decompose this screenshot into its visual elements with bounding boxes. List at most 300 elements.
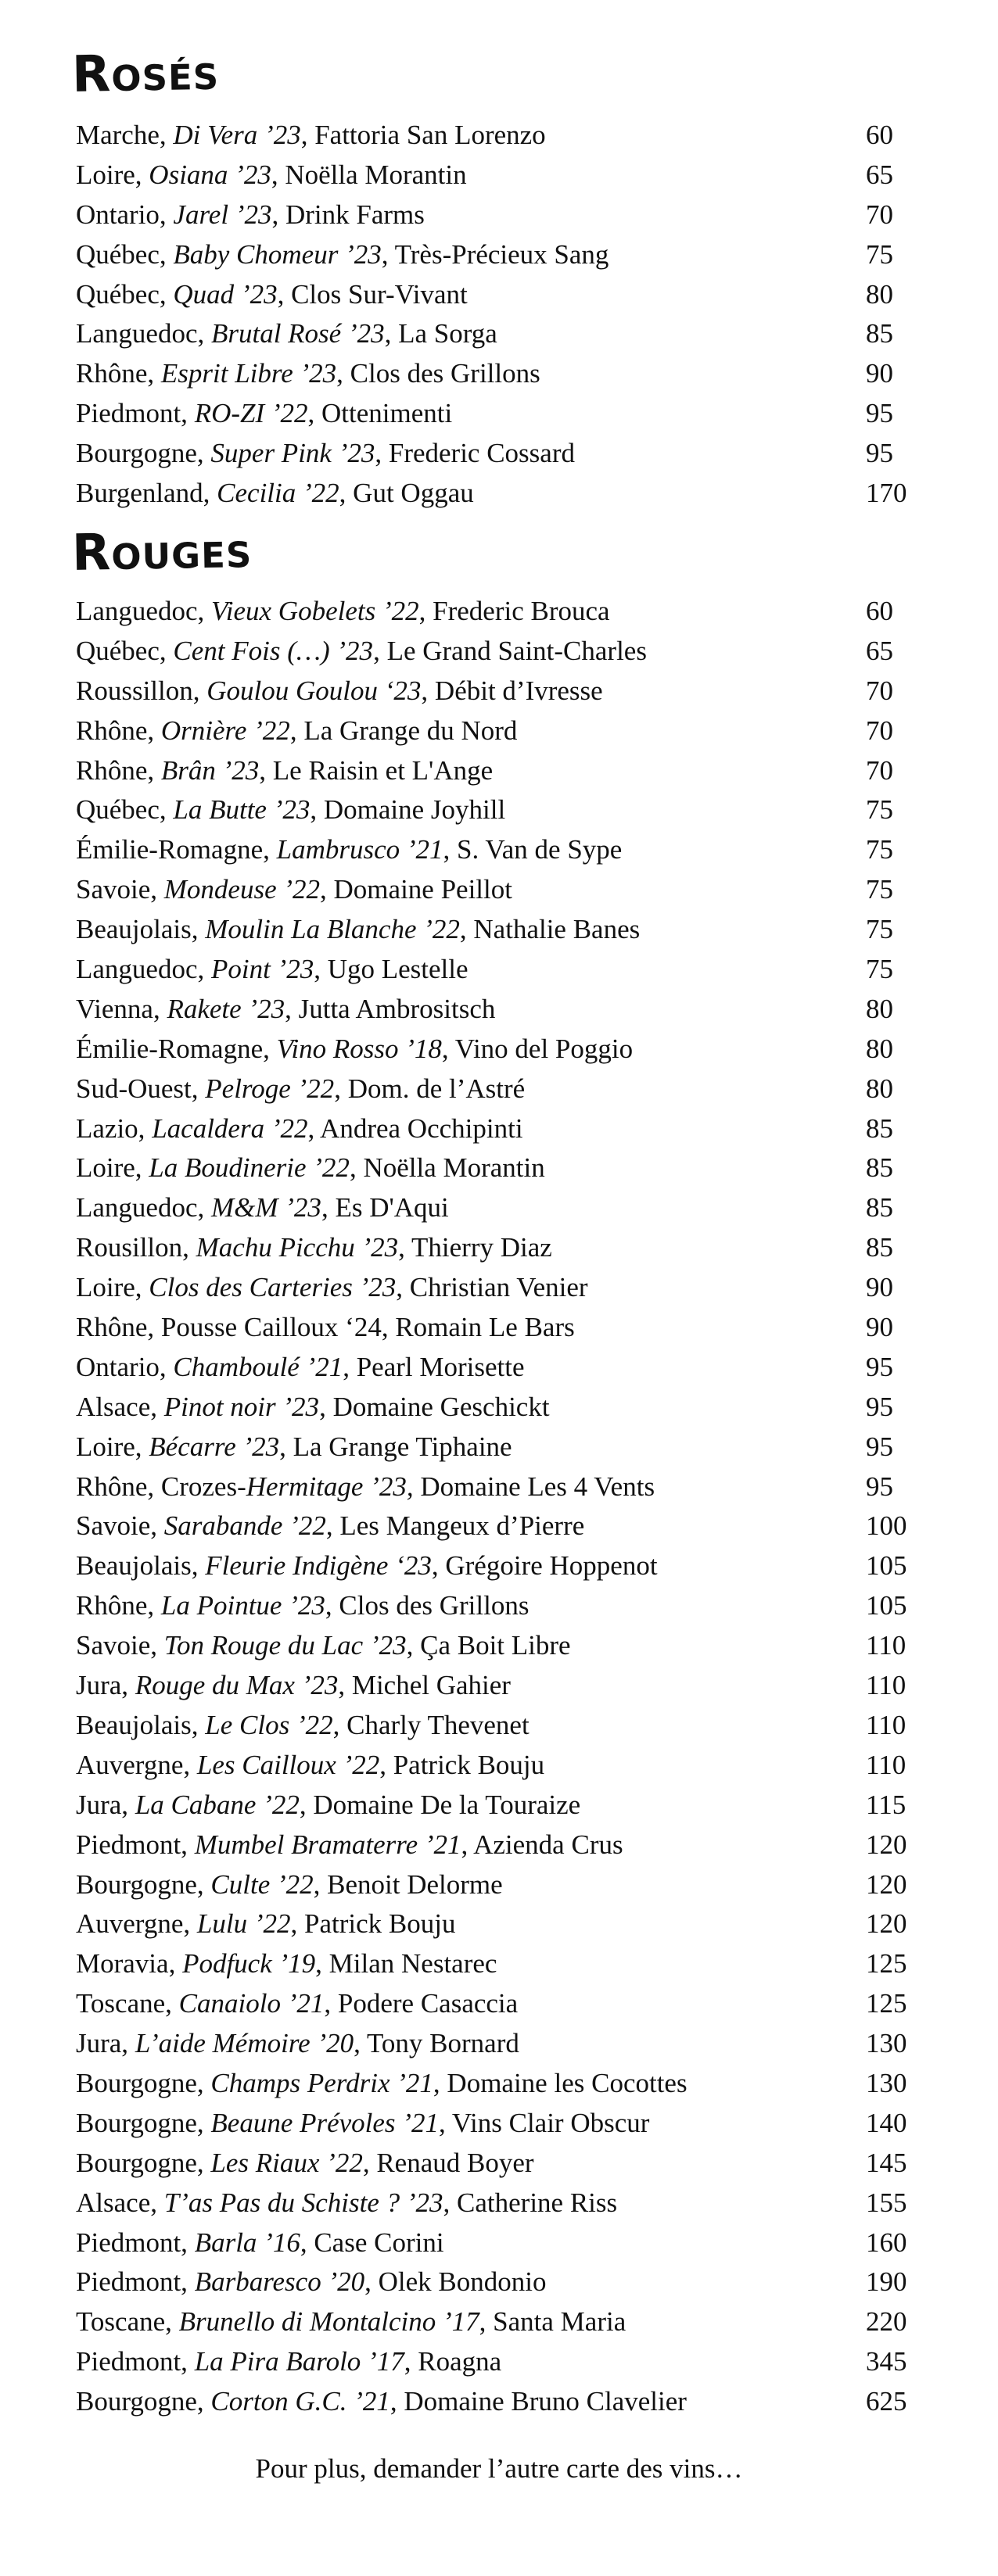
wine-producer: , Le Raisin et L'Ange: [259, 754, 494, 786]
wine-name: Di Vera ’23: [173, 120, 301, 150]
wine-region: Savoie,: [76, 874, 164, 905]
wine-row: [76, 1148, 936, 1188]
wine-price: 95: [866, 1431, 893, 1462]
rouges-section-title: Rouges: [71, 521, 253, 582]
wine-price: 80: [866, 1033, 893, 1064]
wine-row: [76, 235, 936, 275]
wine-price: 75: [866, 794, 893, 826]
wine-name: Le Clos ’22: [205, 1709, 333, 1740]
wine-name: Baby Chomeur ’23: [173, 238, 382, 270]
wine-description: [76, 1706, 530, 1746]
wine-description: [76, 474, 474, 514]
wine-row: [76, 195, 936, 235]
wine-producer: , Drink Farms: [271, 199, 425, 230]
wine-row: [76, 2302, 936, 2342]
wine-description: [76, 1865, 503, 1905]
wine-description: [76, 2302, 626, 2342]
wine-region: Burgenland,: [76, 478, 217, 509]
wine-price: 70: [866, 754, 893, 786]
wine-price: 95: [866, 1471, 893, 1502]
wine-region: Savoie,: [76, 1510, 164, 1542]
wine-price: 145: [866, 2147, 907, 2178]
wine-region: Rhône, Crozes-: [76, 1471, 246, 1502]
wine-row: [76, 1428, 936, 1467]
wine-producer: Pousse Cailloux ‘24, Romain Le Bars: [160, 1312, 575, 1343]
wine-name: RO-ZI ’22: [194, 398, 308, 429]
wine-price: 70: [866, 715, 893, 746]
wine-description: [76, 1069, 525, 1109]
wine-description: [76, 1786, 580, 1825]
wine-row: [76, 1228, 936, 1268]
wine-row: [76, 1188, 936, 1228]
wine-price: 130: [866, 2028, 907, 2059]
wine-name: Moulin La Blanche ’22: [205, 914, 460, 945]
wine-name: Ornière ’22: [160, 715, 290, 746]
wine-name: Osiana ’23: [149, 159, 271, 190]
wine-producer: , Le Grand Saint-Charles: [373, 635, 647, 666]
wine-region: Languedoc,: [76, 596, 211, 626]
wine-name: Mondeuse ’22: [163, 874, 321, 905]
wine-price: 100: [866, 1510, 907, 1542]
wine-region: Auvergne,: [76, 1908, 197, 1940]
wine-description: [76, 1666, 511, 1706]
wine-region: Rousillon,: [76, 1232, 196, 1263]
wine-description: [76, 1467, 655, 1507]
wine-price: 90: [866, 1272, 893, 1303]
wine-row: [76, 2263, 936, 2302]
wine-name: La Pira Barolo ’17: [194, 2346, 404, 2377]
wine-region: Roussillon,: [76, 675, 207, 706]
wine-row: [76, 354, 936, 394]
wine-producer: , Es D'Aqui: [321, 1192, 449, 1224]
wine-price: 75: [866, 954, 893, 985]
wine-producer: , Débit d’Ivresse: [421, 675, 603, 706]
wine-row: [76, 1388, 936, 1428]
wine-name: Podfuck ’19: [182, 1948, 316, 1979]
wine-description: [76, 1626, 571, 1666]
wine-name: Brân ’23: [160, 754, 260, 786]
wine-price: 95: [866, 1391, 893, 1422]
wine-description: [76, 1984, 518, 2024]
wine-price: 95: [866, 398, 893, 429]
wine-name: La Butte ’23: [173, 794, 311, 826]
wine-row: [76, 1546, 936, 1586]
wine-name: Cent Fois (…) ’23: [173, 635, 374, 666]
wine-price: 125: [866, 1988, 907, 2019]
wine-region: Bourgogne,: [76, 2067, 211, 2098]
wine-description: [76, 711, 517, 751]
wine-name: La Cabane ’22: [135, 1789, 300, 1820]
wine-row: [76, 711, 936, 751]
wine-producer: , Ça Boit Libre: [406, 1630, 571, 1661]
wine-description: [76, 950, 468, 990]
wine-name: Quad ’23: [173, 278, 278, 310]
wine-description: [76, 1428, 512, 1467]
wine-region: Québec,: [76, 635, 174, 666]
wine-row: [76, 2184, 936, 2223]
wine-region: Bourgogne,: [76, 2147, 211, 2178]
wine-producer: , Domaine Bruno Clavelier: [390, 2386, 687, 2417]
wine-region: Rhône,: [76, 1590, 161, 1621]
wine-description: [76, 314, 497, 354]
wine-producer: , Clos Sur-Vivant: [277, 278, 468, 310]
wine-producer: , Domaine Joyhill: [310, 794, 506, 826]
wine-description: [76, 1109, 523, 1149]
wine-price: 120: [866, 1829, 907, 1860]
wine-description: [76, 434, 575, 474]
wine-name: Goulou Goulou ‘23: [206, 675, 422, 706]
wine-name: Barla ’16: [194, 2227, 300, 2258]
wine-description: [76, 870, 512, 910]
wine-region: Moravia,: [76, 1948, 183, 1979]
wine-price: 80: [866, 993, 893, 1024]
wine-description: [76, 275, 468, 315]
wine-region: Piedmont,: [76, 1829, 195, 1860]
rouges-wine-list: [76, 592, 936, 2422]
wine-row: [76, 1467, 936, 1507]
wine-producer: Domaine Les 4 Vents: [413, 1471, 655, 1502]
wine-row: [76, 2104, 936, 2144]
wine-producer: , Benoit Delorme: [313, 1868, 503, 1900]
wine-row: [76, 1109, 936, 1149]
wine-row: [76, 1825, 936, 1865]
wine-name: Super Pink ’23: [210, 438, 375, 469]
wine-region: Toscane,: [76, 1988, 179, 2019]
wine-row: [76, 830, 936, 870]
wine-row: [76, 474, 936, 514]
wine-producer: , Renaud Boyer: [362, 2147, 534, 2178]
wine-producer: , Milan Nestarec: [315, 1948, 497, 1979]
wine-price: 625: [866, 2386, 907, 2417]
wine-producer: , Charly Thevenet: [332, 1709, 530, 1740]
wine-region: Piedmont,: [76, 398, 195, 429]
wine-description: [76, 2184, 617, 2223]
wine-price: 80: [866, 278, 893, 310]
wine-description: [76, 354, 540, 394]
wine-producer: , Vino del Poggio: [441, 1033, 634, 1064]
roses-section-title: Rosés: [71, 43, 220, 104]
wine-description: [76, 1308, 575, 1348]
wine-description: [76, 1746, 544, 1786]
wine-row: [76, 434, 936, 474]
wine-producer: , Patrick Bouju: [379, 1749, 545, 1780]
footer-note: Pour plus, demander l’autre carte des vins…: [255, 2453, 743, 2484]
wine-row: [76, 632, 936, 672]
wine-region: Émilie-Romagne,: [76, 834, 277, 865]
wine-producer: , Michel Gahier: [338, 1670, 511, 1701]
wine-price: 130: [866, 2067, 907, 2098]
wine-name: Champs Perdrix ’21: [210, 2067, 433, 2098]
wine-region: Bourgogne,: [76, 438, 211, 469]
wine-region: Jura,: [76, 2028, 135, 2059]
wine-producer: , Clos des Grillons: [336, 358, 540, 389]
wine-region: Bourgogne,: [76, 1868, 211, 1900]
wine-price: 75: [866, 238, 893, 270]
wine-row: [76, 751, 936, 791]
wine-name: M&M ’23: [210, 1192, 321, 1224]
wine-region: Rhône,: [76, 715, 161, 746]
wine-row: [76, 2064, 936, 2104]
wine-row: [76, 990, 936, 1030]
wine-name: Vieux Gobelets ’22: [210, 596, 419, 626]
wine-name: Cecilia ’22: [217, 478, 339, 509]
wine-name: La Pointue ’23: [160, 1590, 325, 1621]
wine-name: Beaune Prévoles ’21: [210, 2107, 439, 2138]
wine-name: T’as Pas du Schiste ? ’23: [163, 2187, 443, 2218]
roses-wine-list: [76, 116, 936, 514]
wine-row: [76, 1865, 936, 1905]
wine-row: [76, 1069, 936, 1109]
wine-producer: , Domaine Peillot: [320, 874, 512, 905]
wine-name: Pinot noir ’23: [163, 1391, 320, 1422]
wine-description: [76, 2342, 501, 2382]
wine-region: Bourgogne,: [76, 2107, 211, 2138]
wine-price: 85: [866, 1112, 893, 1144]
wine-row: [76, 1308, 936, 1348]
wine-region: Rhône,: [76, 358, 161, 389]
wine-description: [76, 195, 425, 235]
wine-price: 90: [866, 358, 893, 389]
wine-producer: , Tony Bornard: [354, 2028, 519, 2059]
wine-region: Languedoc,: [76, 954, 211, 985]
wine-price: 75: [866, 834, 893, 865]
wine-name: Esprit Libre ’23: [160, 358, 337, 389]
wine-region: Ontario,: [76, 199, 174, 230]
wine-name: Clos des Carteries ’23: [149, 1272, 397, 1303]
wine-price: 110: [866, 1670, 906, 1701]
wine-row: [76, 1786, 936, 1825]
wine-name: Pelroge ’22: [205, 1073, 335, 1104]
wine-producer: , Case Corini: [300, 2227, 444, 2258]
wine-price: 110: [866, 1630, 906, 1661]
wine-producer: , Christian Venier: [396, 1272, 588, 1303]
wine-description: [76, 751, 493, 791]
wine-price: 70: [866, 675, 893, 706]
wine-row: [76, 1030, 936, 1069]
wine-price: 160: [866, 2227, 907, 2258]
wine-region: Savoie,: [76, 1630, 164, 1661]
wine-region: Marche,: [76, 120, 174, 150]
wine-row: [76, 592, 936, 632]
wine-price: 70: [866, 199, 893, 230]
wine-region: Beaujolais,: [76, 1709, 206, 1740]
wine-price: 110: [866, 1749, 906, 1780]
wine-description: [76, 990, 495, 1030]
wine-description: [76, 1507, 584, 1546]
wine-description: [76, 156, 467, 195]
wine-producer: , Catherine Riss: [443, 2187, 618, 2218]
wine-description: [76, 672, 603, 711]
wine-description: [76, 2064, 687, 2104]
wine-region: Alsace,: [76, 2187, 164, 2218]
wine-description: [76, 235, 608, 275]
wine-price: 65: [866, 635, 893, 666]
wine-producer: , La Grange du Nord: [289, 715, 518, 746]
wine-description: [76, 790, 505, 830]
wine-row: [76, 870, 936, 910]
wine-region: Ontario,: [76, 1351, 174, 1382]
wine-row: [76, 116, 936, 156]
wine-region: Piedmont,: [76, 2346, 195, 2377]
wine-producer: , Domaine De la Touraize: [299, 1789, 581, 1820]
wine-row: [76, 1746, 936, 1786]
wine-description: [76, 592, 610, 632]
wine-row: [76, 156, 936, 195]
wine-name: Canaiolo ’21: [178, 1988, 325, 2019]
wine-description: [76, 2382, 687, 2422]
wine-region: Alsace,: [76, 1391, 164, 1422]
wine-region: Loire,: [76, 1431, 149, 1462]
wine-price: 345: [866, 2346, 907, 2377]
wine-region: Vienna,: [76, 993, 167, 1024]
wine-producer: , Frederic Brouca: [418, 596, 610, 626]
wine-price: 85: [866, 1152, 893, 1184]
wine-price: 95: [866, 438, 893, 469]
wine-price: 155: [866, 2187, 907, 2218]
wine-name: Hermitage ’23,: [246, 1471, 414, 1502]
wine-price: 110: [866, 1709, 906, 1740]
wine-description: [76, 910, 640, 950]
wine-row: [76, 1944, 936, 1984]
wine-producer: , Domaine Geschickt: [319, 1391, 550, 1422]
wine-price: 170: [866, 478, 907, 509]
wine-price: 60: [866, 120, 893, 150]
wine-name: La Boudinerie ’22: [149, 1152, 350, 1184]
wine-description: [76, 1904, 455, 1944]
wine-producer: , S. Van de Sype: [443, 834, 623, 865]
wine-price: 90: [866, 1312, 893, 1343]
wine-region: Québec,: [76, 238, 174, 270]
wine-name: Jarel ’23: [173, 199, 272, 230]
wine-description: [76, 1388, 550, 1428]
wine-region: Lazio,: [76, 1112, 153, 1144]
wine-producer: , Podere Casaccia: [324, 1988, 519, 2019]
wine-producer: , Pearl Morisette: [343, 1351, 525, 1382]
wine-name: Les Cailloux ’22: [196, 1749, 380, 1780]
wine-name: Lulu ’22: [196, 1908, 291, 1940]
wine-description: [76, 2144, 534, 2184]
wine-producer: , Ugo Lestelle: [314, 954, 468, 985]
wine-price: 95: [866, 1351, 893, 1382]
wine-price: 85: [866, 1192, 893, 1224]
wine-region: Québec,: [76, 278, 174, 310]
wine-price: 75: [866, 874, 893, 905]
wine-row: [76, 672, 936, 711]
wine-name: Bécarre ’23: [149, 1431, 280, 1462]
wine-name: Sarabande ’22: [163, 1510, 326, 1542]
wine-producer: , Andrea Occhipinti: [307, 1112, 523, 1144]
wine-name: L’aide Mémoire ’20: [135, 2028, 354, 2059]
wine-description: [76, 1825, 623, 1865]
wine-producer: , Dom. de l’Astré: [334, 1073, 526, 1104]
wine-description: [76, 2024, 519, 2064]
wine-producer: , Ottenimenti: [307, 398, 453, 429]
wine-producer: , Très-Précieux Sang: [381, 238, 609, 270]
wine-region: Auvergne,: [76, 1749, 197, 1780]
wine-producer: , Domaine les Cocottes: [433, 2067, 687, 2098]
wine-name: Vino Rosso ’18: [276, 1033, 442, 1064]
wine-region: Loire,: [76, 159, 149, 190]
wine-name: Machu Picchu ’23: [196, 1232, 399, 1263]
wine-producer: , La Sorga: [384, 318, 497, 349]
wine-row: [76, 910, 936, 950]
wine-producer: , La Grange Tiphaine: [279, 1431, 512, 1462]
wine-producer: , Nathalie Banes: [459, 914, 641, 945]
wine-region: Rhône,: [76, 754, 161, 786]
wine-price: 85: [866, 1232, 893, 1263]
wine-description: [76, 1148, 545, 1188]
wine-row: [76, 1706, 936, 1746]
wine-description: [76, 1944, 497, 1984]
wine-name: Barbaresco ’20: [194, 2266, 365, 2298]
wine-description: [76, 2104, 649, 2144]
wine-description: [76, 116, 546, 156]
wine-name: Les Riaux ’22: [210, 2147, 363, 2178]
wine-price: 140: [866, 2107, 907, 2138]
wine-region: Sud-Ouest,: [76, 1073, 206, 1104]
wine-name: Lambrusco ’21: [276, 834, 443, 865]
wine-region: Piedmont,: [76, 2266, 195, 2298]
wine-price: 85: [866, 318, 893, 349]
wine-row: [76, 1268, 936, 1308]
wine-name: Rouge du Max ’23: [135, 1670, 339, 1701]
wine-price: 65: [866, 159, 893, 190]
wine-producer: , Clos des Grillons: [325, 1590, 530, 1621]
wine-price: 120: [866, 1868, 907, 1900]
wine-row: [76, 1507, 936, 1546]
wine-row: [76, 2342, 936, 2382]
wine-region: Beaujolais,: [76, 914, 206, 945]
wine-description: [76, 1348, 525, 1388]
wine-producer: , Les Mangeux d’Pierre: [325, 1510, 585, 1542]
wine-name: Lacaldera ’22: [152, 1112, 308, 1144]
wine-region: Québec,: [76, 794, 174, 826]
wine-description: [76, 1586, 529, 1626]
wine-row: [76, 2024, 936, 2064]
wine-name: Rakete ’23: [167, 993, 285, 1024]
wine-description: [76, 1188, 449, 1228]
wine-region: Piedmont,: [76, 2227, 195, 2258]
wine-producer: , Azienda Crus: [461, 1829, 623, 1860]
wine-name: Fleurie Indigène ‘23: [205, 1550, 432, 1582]
wine-region: Émilie-Romagne,: [76, 1033, 277, 1064]
wine-producer: , Olek Bondonio: [364, 2266, 547, 2298]
wine-producer: , Noëlla Morantin: [349, 1152, 545, 1184]
wine-producer: , Frederic Cossard: [375, 438, 575, 469]
wine-row: [76, 2382, 936, 2422]
wine-description: [76, 1268, 588, 1308]
wine-producer: , Gut Oggau: [339, 478, 474, 509]
wine-name: Mumbel Bramaterre ’21: [194, 1829, 461, 1860]
wine-name: Ton Rouge du Lac ’23: [163, 1630, 407, 1661]
wine-row: [76, 790, 936, 830]
wine-region: Languedoc,: [76, 1192, 211, 1224]
wine-name: Brutal Rosé ’23: [210, 318, 385, 349]
wine-row: [76, 950, 936, 990]
wine-region: Jura,: [76, 1789, 135, 1820]
wine-region: Loire,: [76, 1152, 149, 1184]
wine-region: Jura,: [76, 1670, 135, 1701]
wine-producer: , Patrick Bouju: [290, 1908, 456, 1940]
wine-description: [76, 2223, 444, 2263]
wine-price: 80: [866, 1073, 893, 1104]
wine-description: [76, 830, 622, 870]
wine-price: 105: [866, 1550, 907, 1582]
wine-producer: , Fattoria San Lorenzo: [300, 120, 546, 150]
wine-row: [76, 1984, 936, 2024]
wine-row: [76, 2144, 936, 2184]
wine-description: [76, 632, 647, 672]
